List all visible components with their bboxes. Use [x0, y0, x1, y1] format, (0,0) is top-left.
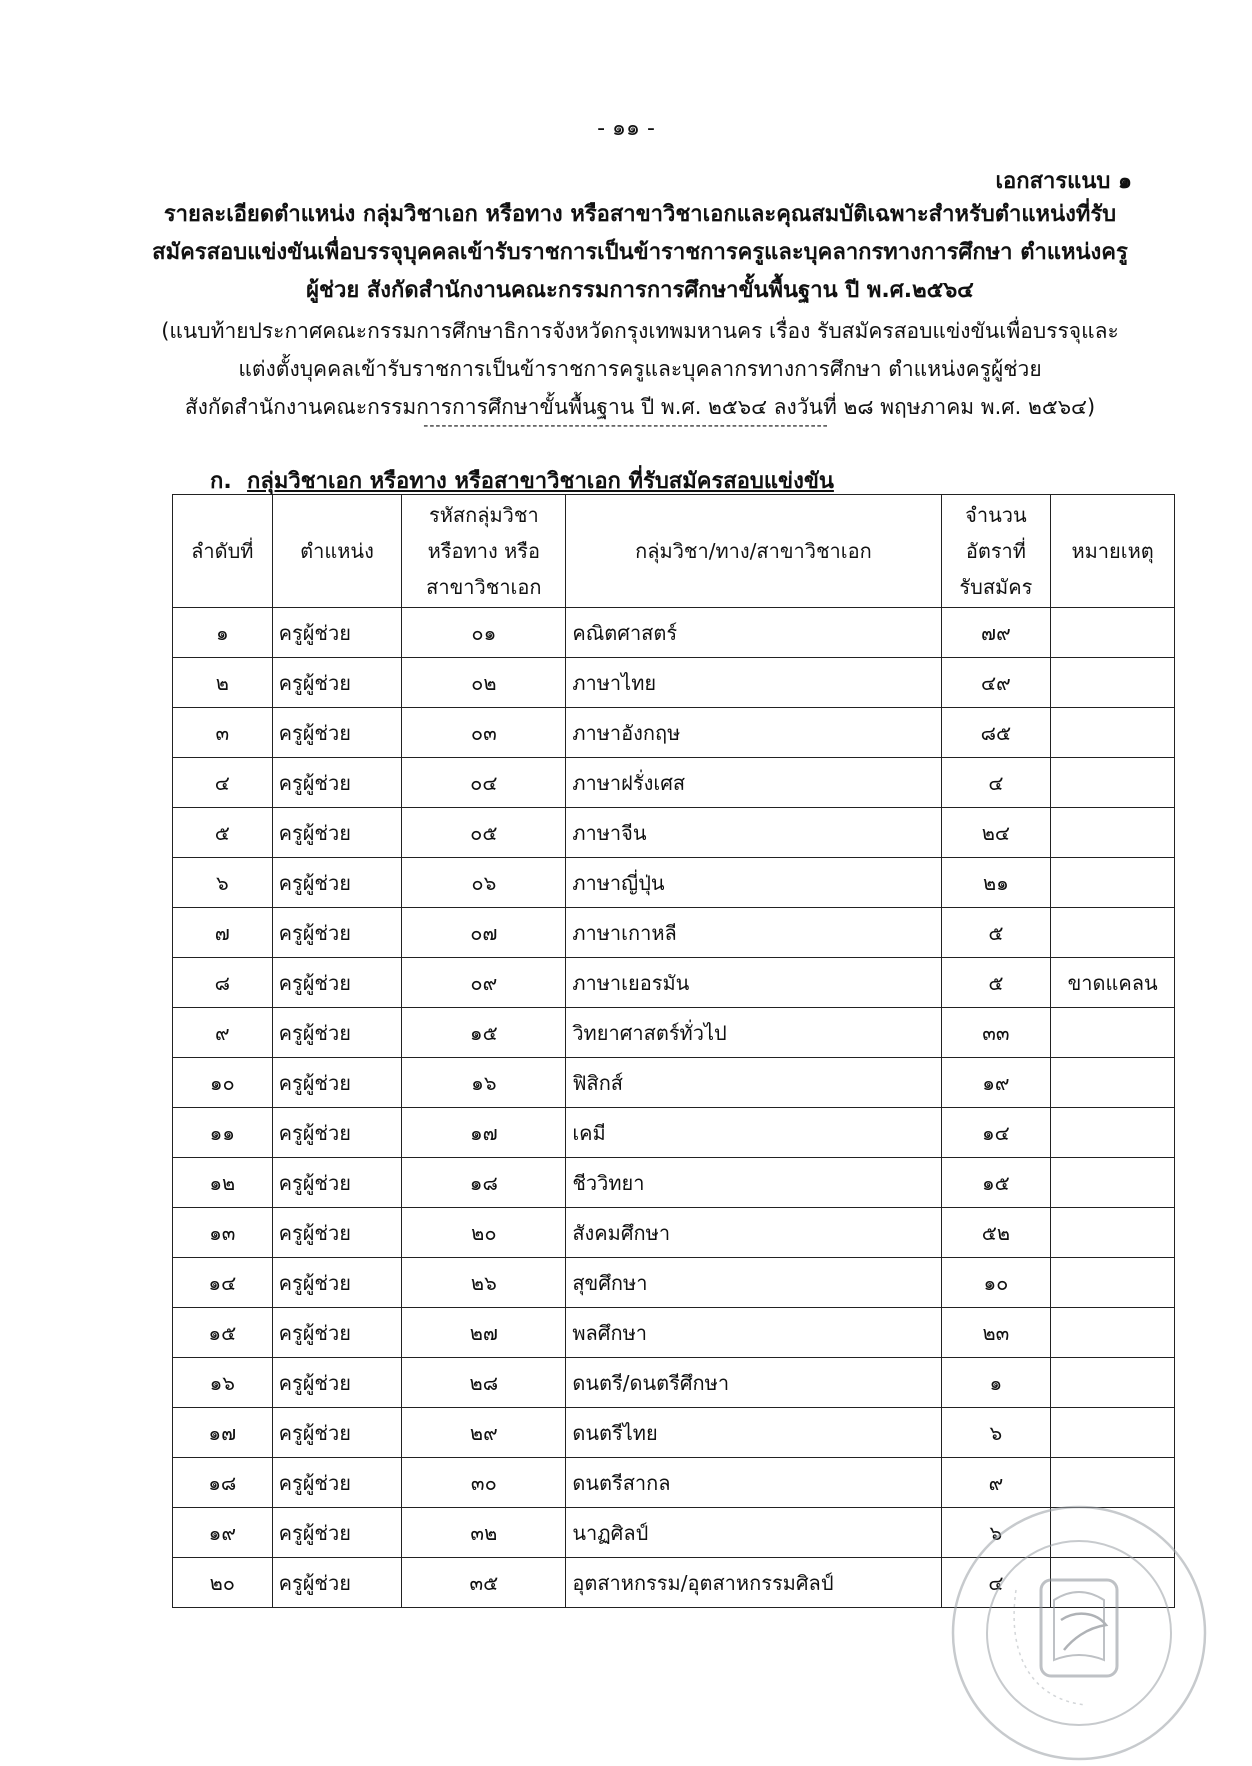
row-subject: ภาษาจีน: [566, 808, 941, 858]
row-quantity: ๑๕: [941, 1158, 1051, 1208]
row-position: ครูผู้ช่วย: [272, 1558, 402, 1608]
section-heading: [210, 463, 834, 498]
row-number: ๕: [173, 808, 273, 858]
row-position: ครูผู้ช่วย: [272, 708, 402, 758]
row-remark: [1051, 1208, 1175, 1258]
row-code: ๐๖: [402, 858, 566, 908]
row-position: ครูผู้ช่วย: [272, 1408, 402, 1458]
row-position: ครูผู้ช่วย: [272, 908, 402, 958]
row-remark: [1051, 708, 1175, 758]
row-quantity: ๔: [941, 758, 1051, 808]
row-subject: ดนตรีไทย: [566, 1408, 941, 1458]
row-number: ๑๙: [173, 1508, 273, 1558]
row-code: ๑๖: [402, 1058, 566, 1108]
divider: -------------------------------------------------------------------: [423, 418, 829, 434]
row-quantity: ๒๔: [941, 808, 1051, 858]
row-subject: คณิตศาสตร์: [566, 608, 941, 658]
header-subject: กลุ่มวิชา/ทาง/สาขาวิชาเอก: [566, 495, 941, 608]
row-quantity: ๑๐: [941, 1258, 1051, 1308]
row-number: ๗: [173, 908, 273, 958]
table-row: [173, 1358, 1175, 1408]
table-row: [173, 608, 1175, 658]
header-remark: หมายเหตุ: [1051, 495, 1175, 608]
row-position: ครูผู้ช่วย: [272, 1058, 402, 1108]
row-number: ๑๘: [173, 1458, 273, 1508]
row-remark: [1051, 1408, 1175, 1458]
row-remark: [1051, 1308, 1175, 1358]
table-row: [173, 1058, 1175, 1108]
row-subject: ดนตรี/ดนตรีศึกษา: [566, 1358, 941, 1408]
row-number: ๒๐: [173, 1558, 273, 1608]
table-row: [173, 758, 1175, 808]
row-subject: ภาษาฝรั่งเศส: [566, 758, 941, 808]
row-number: ๑๖: [173, 1358, 273, 1408]
row-code: ๓๒: [402, 1508, 566, 1558]
row-position: ครูผู้ช่วย: [272, 658, 402, 708]
row-number: ๙: [173, 1008, 273, 1058]
row-number: ๑๑: [173, 1108, 273, 1158]
title-line: สมัครสอบแข่งขันเพื่อบรรจุบุคคลเข้ารับราชการเป็นข้าราชการครูและบุคลากรทางการศึกษา ตำแหน่งครู: [152, 240, 1128, 265]
row-position: ครูผู้ช่วย: [272, 608, 402, 658]
table-row: [173, 1008, 1175, 1058]
row-quantity: ๖: [941, 1508, 1051, 1558]
row-subject: ดนตรีสากล: [566, 1458, 941, 1508]
row-quantity: ๑๔: [941, 1108, 1051, 1158]
row-remark: [1051, 1158, 1175, 1208]
title-line: รายละเอียดตำแหน่ง กลุ่มวิชาเอก หรือทาง หรือสาขาวิชาเอกและคุณสมบัติเฉพาะสำหรับตำแหน่งที่รับ: [163, 202, 1117, 227]
row-subject: ภาษาญี่ปุ่น: [566, 858, 941, 908]
row-quantity: ๒๑: [941, 858, 1051, 908]
table-row: [173, 808, 1175, 858]
row-number: ๑๔: [173, 1258, 273, 1308]
row-code: ๒๙: [402, 1408, 566, 1458]
row-number: ๑๐: [173, 1058, 273, 1108]
row-position: ครูผู้ช่วย: [272, 1258, 402, 1308]
row-code: ๐๑: [402, 608, 566, 658]
title-line: ผู้ช่วย สังกัดสำนักงานคณะกรรมการการศึกษาขั้นพื้นฐาน ปี พ.ศ.๒๕๖๔: [306, 278, 974, 303]
positions-table: [172, 494, 1175, 1608]
row-quantity: ๕: [941, 908, 1051, 958]
row-number: ๑: [173, 608, 273, 658]
row-position: ครูผู้ช่วย: [272, 1458, 402, 1508]
row-code: ๒๖: [402, 1258, 566, 1308]
row-quantity: ๑: [941, 1358, 1051, 1408]
row-position: ครูผู้ช่วย: [272, 1508, 402, 1558]
row-remark: [1051, 1058, 1175, 1108]
section-heading-text: กลุ่มวิชาเอก หรือทาง หรือสาขาวิชาเอก ที่รับสมัครสอบแข่งขัน: [247, 469, 834, 494]
row-subject: ภาษาอังกฤษ: [566, 708, 941, 758]
row-quantity: ๕๒: [941, 1208, 1051, 1258]
row-number: ๑๗: [173, 1408, 273, 1458]
row-remark: [1051, 1108, 1175, 1158]
row-position: ครูผู้ช่วย: [272, 1008, 402, 1058]
subtitle-line: (แนบท้ายประกาศคณะกรรมการศึกษาธิการจังหวัดกรุงเทพมหานคร เรื่อง รับสมัครสอบแข่งขันเพื่อบรรจุและ: [161, 319, 1119, 343]
row-remark: [1051, 808, 1175, 858]
row-remark: [1051, 908, 1175, 958]
row-remark: [1051, 1358, 1175, 1408]
subtitle-line: แต่งตั้งบุคคลเข้ารับราชการเป็นข้าราชการครูและบุคลากรทางการศึกษา ตำแหน่งครูผู้ช่วย: [238, 357, 1042, 381]
row-code: ๐๔: [402, 758, 566, 808]
row-code: ๒๗: [402, 1308, 566, 1358]
row-code: ๐๓: [402, 708, 566, 758]
row-number: ๒: [173, 658, 273, 708]
table-row: [173, 708, 1175, 758]
table-row: [173, 1408, 1175, 1458]
row-subject: ภาษาไทย: [566, 658, 941, 708]
row-quantity: ๘๕: [941, 708, 1051, 758]
table-row: [173, 1258, 1175, 1308]
row-number: ๘: [173, 958, 273, 1008]
row-subject: ภาษาเกาหลี: [566, 908, 941, 958]
row-position: ครูผู้ช่วย: [272, 1108, 402, 1158]
row-code: ๓๕: [402, 1558, 566, 1608]
row-position: ครูผู้ช่วย: [272, 958, 402, 1008]
table-row: [173, 1208, 1175, 1258]
row-code: ๐๙: [402, 958, 566, 1008]
row-subject: สุขศึกษา: [566, 1258, 941, 1308]
row-position: ครูผู้ช่วย: [272, 858, 402, 908]
row-remark: [1051, 858, 1175, 908]
official-seal-icon: [946, 1500, 1212, 1766]
row-code: ๓๐: [402, 1458, 566, 1508]
row-number: ๑๒: [173, 1158, 273, 1208]
row-position: ครูผู้ช่วย: [272, 1308, 402, 1358]
row-code: ๑๕: [402, 1008, 566, 1058]
table-row: [173, 658, 1175, 708]
table-row: [173, 908, 1175, 958]
row-subject: วิทยาศาสตร์ทั่วไป: [566, 1008, 941, 1058]
document-subtitle: [150, 312, 1130, 426]
row-code: ๑๘: [402, 1158, 566, 1208]
header-number: ลำดับที่: [173, 495, 273, 608]
row-subject: นาฏศิลป์: [566, 1508, 941, 1558]
row-remark: [1051, 658, 1175, 708]
row-remark: ขาดแคลน: [1051, 958, 1175, 1008]
row-quantity: ๓๓: [941, 1008, 1051, 1058]
row-quantity: ๔๙: [941, 658, 1051, 708]
row-remark: [1051, 758, 1175, 808]
row-quantity: ๒๓: [941, 1308, 1051, 1358]
table-header-row: [173, 495, 1175, 608]
document-title: [150, 196, 1130, 310]
row-quantity: ๖: [941, 1408, 1051, 1458]
row-number: ๓: [173, 708, 273, 758]
row-number: ๖: [173, 858, 273, 908]
row-quantity: ๙: [941, 1458, 1051, 1508]
row-code: ๐๕: [402, 808, 566, 858]
header-position: ตำแหน่ง: [272, 495, 402, 608]
row-remark: [1051, 608, 1175, 658]
section-prefix: ก.: [210, 469, 232, 494]
row-quantity: ๔: [941, 1558, 1051, 1608]
row-remark: [1051, 1008, 1175, 1058]
row-position: ครูผู้ช่วย: [272, 808, 402, 858]
table-row: [173, 1108, 1175, 1158]
row-subject: เคมี: [566, 1108, 941, 1158]
table-row: [173, 1308, 1175, 1358]
table-row: [173, 1158, 1175, 1208]
page-number: - ๑๑ -: [597, 116, 655, 141]
subtitle-line: สังกัดสำนักงานคณะกรรมการการศึกษาขั้นพื้นฐาน ปี พ.ศ. ๒๕๖๔ ลงวันที่ ๒๘ พฤษภาคม พ.ศ. ๒๕๖๔): [184, 395, 1096, 419]
header-code: รหัสกลุ่มวิชา หรือทาง หรือ สาขาวิชาเอก: [402, 495, 566, 608]
row-subject: ภาษาเยอรมัน: [566, 958, 941, 1008]
row-number: ๔: [173, 758, 273, 808]
row-code: ๒๐: [402, 1208, 566, 1258]
row-code: ๑๗: [402, 1108, 566, 1158]
row-subject: ชีววิทยา: [566, 1158, 941, 1208]
row-subject: สังคมศึกษา: [566, 1208, 941, 1258]
attachment-label: เอกสารแนบ ๑: [995, 169, 1132, 194]
row-subject: พลศึกษา: [566, 1308, 941, 1358]
table-row: [173, 858, 1175, 908]
row-number: ๑๕: [173, 1308, 273, 1358]
row-position: ครูผู้ช่วย: [272, 1358, 402, 1408]
row-quantity: ๑๙: [941, 1058, 1051, 1108]
row-subject: อุตสาหกรรม/อุตสาหกรรมศิลป์: [566, 1558, 941, 1608]
row-position: ครูผู้ช่วย: [272, 1158, 402, 1208]
row-remark: [1051, 1258, 1175, 1308]
row-quantity: ๕: [941, 958, 1051, 1008]
row-code: ๐๗: [402, 908, 566, 958]
table-body: [173, 608, 1175, 1608]
row-number: ๑๓: [173, 1208, 273, 1258]
row-code: ๒๘: [402, 1358, 566, 1408]
row-subject: ฟิสิกส์: [566, 1058, 941, 1108]
row-position: ครูผู้ช่วย: [272, 758, 402, 808]
header-quantity: จำนวน อัตราที่ รับสมัคร: [941, 495, 1051, 608]
row-position: ครูผู้ช่วย: [272, 1208, 402, 1258]
row-code: ๐๒: [402, 658, 566, 708]
table-row: [173, 958, 1175, 1008]
row-quantity: ๗๙: [941, 608, 1051, 658]
